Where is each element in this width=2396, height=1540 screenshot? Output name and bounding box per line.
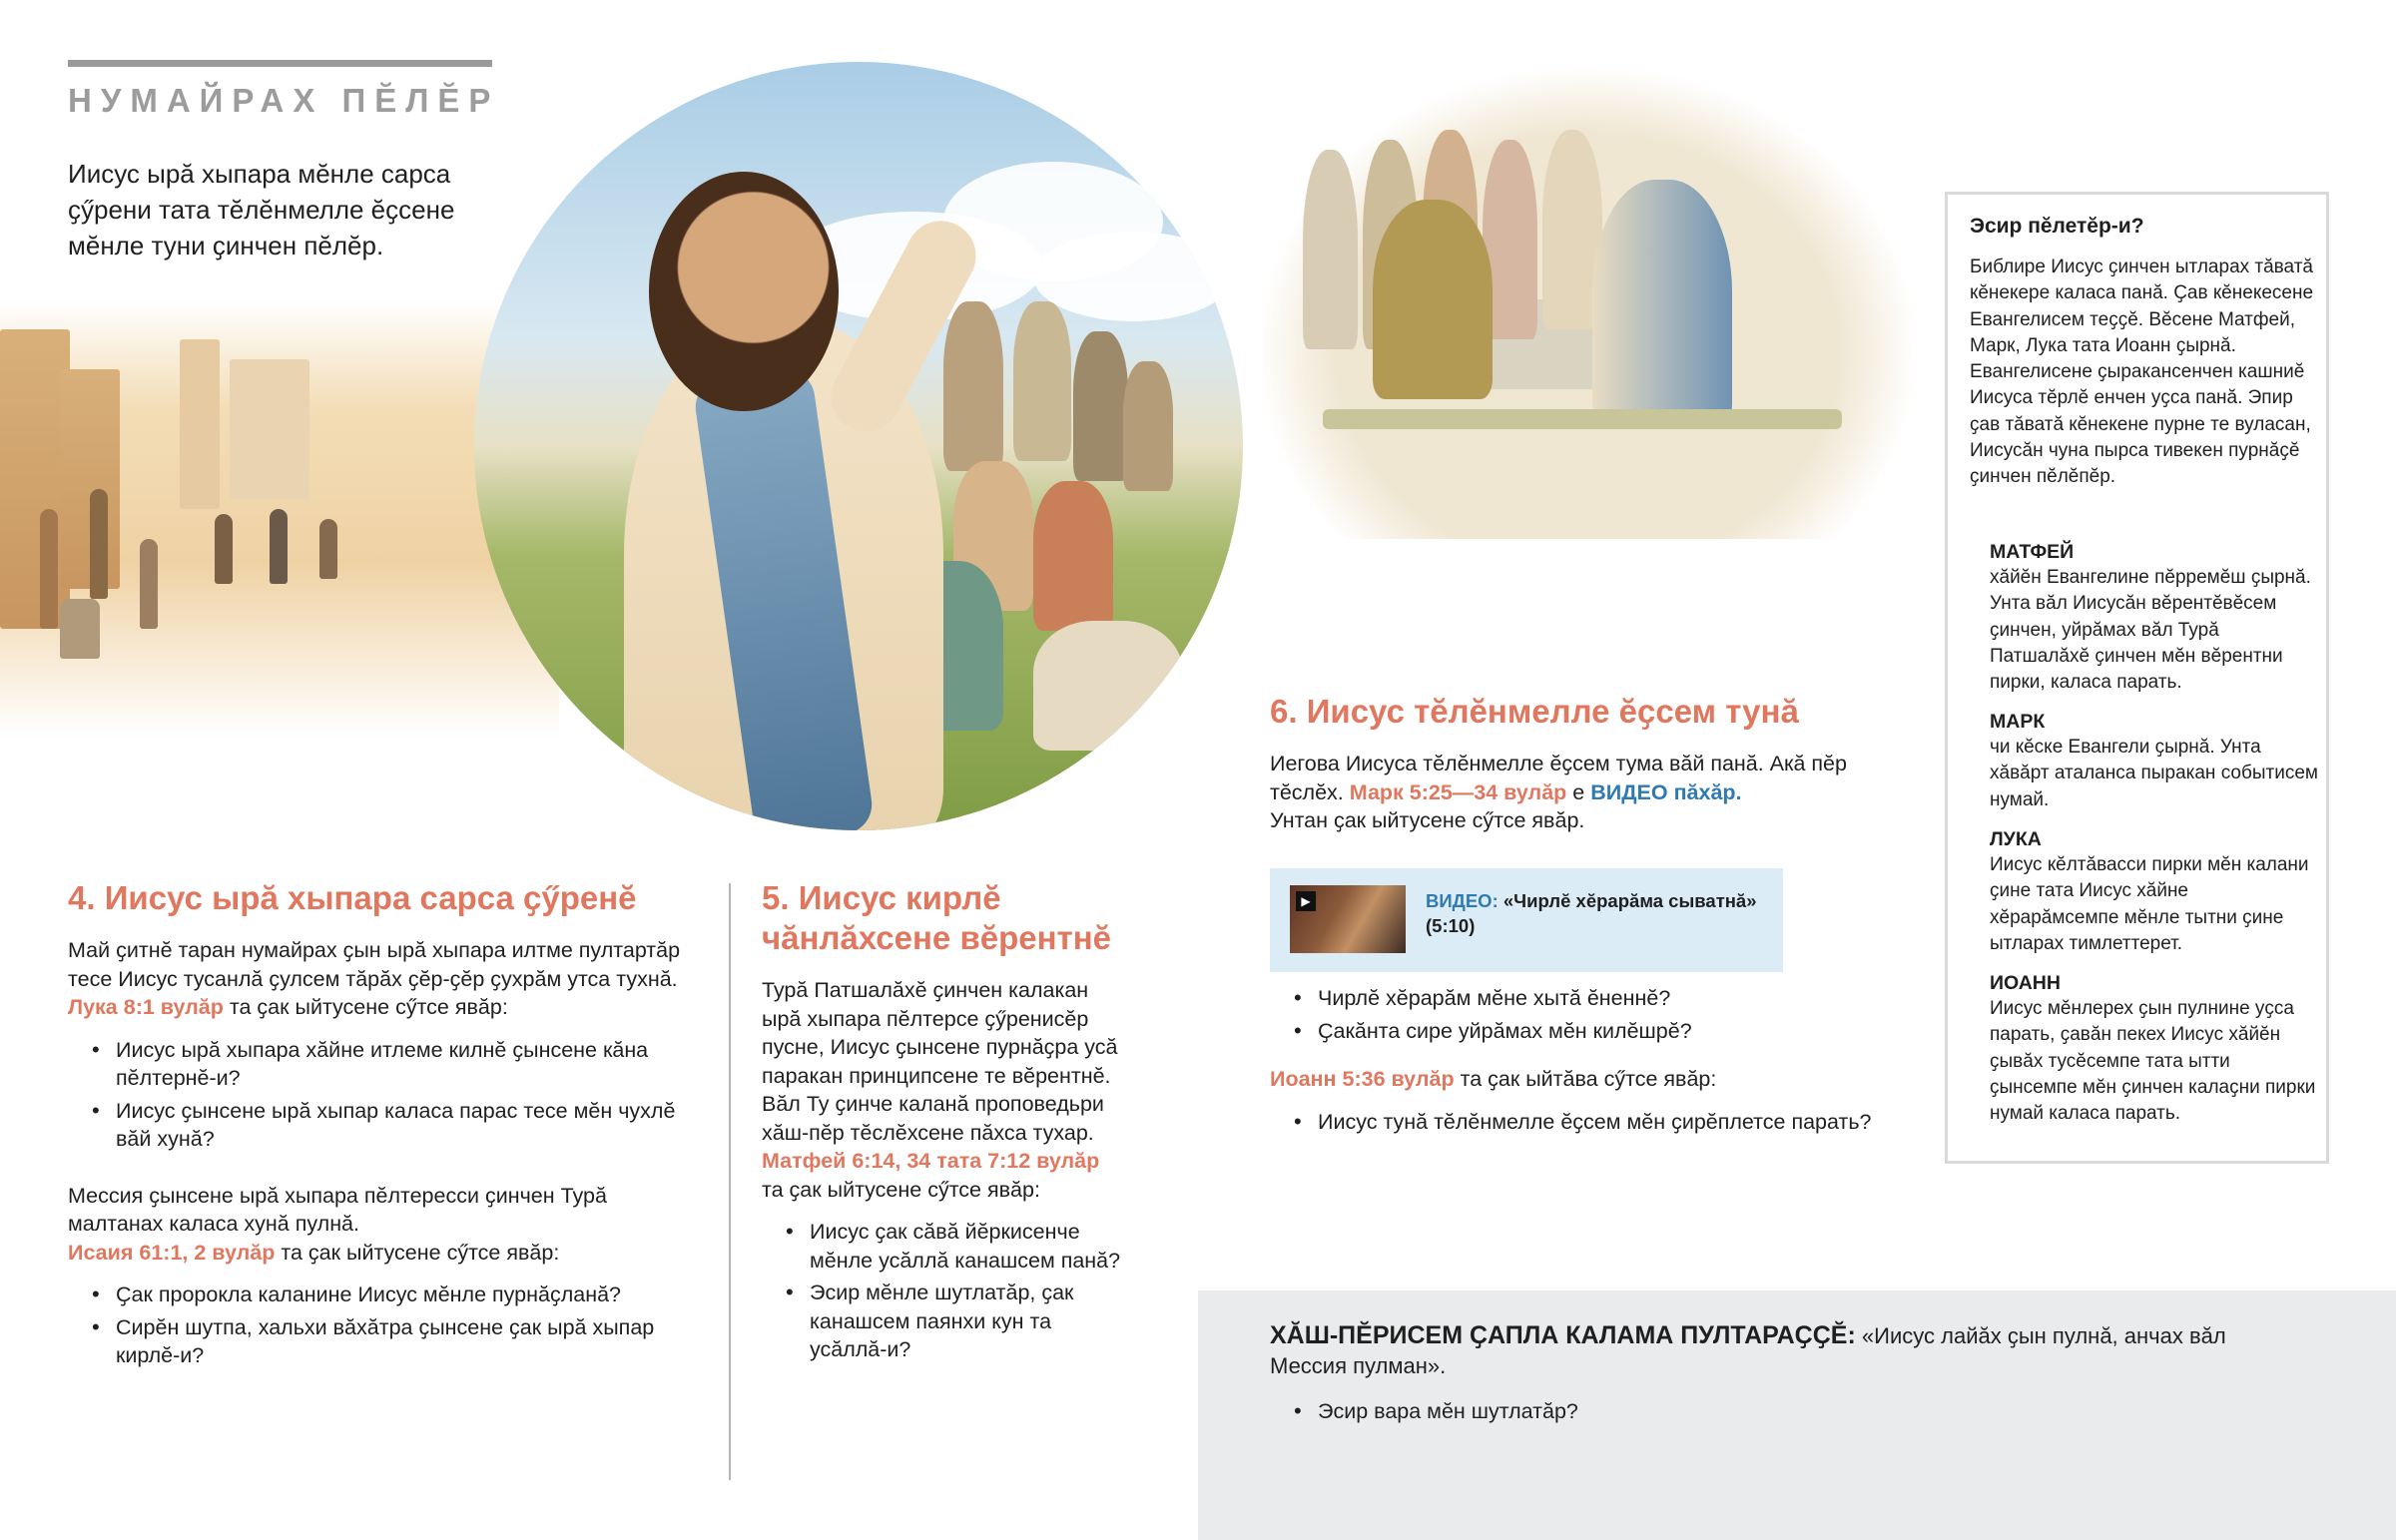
some-say-lead: ХӐШ-ПĔРИСЕМ ҪАПЛА КАЛАМА ПУЛТАРАҪҪĔ: — [1270, 1321, 1856, 1349]
page-title: НУМАЙРАХ ПĔЛĔР — [68, 82, 500, 119]
section-5-heading: 5. Иисус кирлӗ чӑнлӑхсене вӗрентнӗ — [762, 879, 1111, 956]
section-4-questions-1 — [68, 1036, 687, 1154]
question-item: • Сирӗн шутпа, хальхи вӑхӑтра ҫынсене ҫак ырӑ хыпар кирлӗ-и? — [68, 1313, 687, 1370]
section-6-continued — [1270, 984, 1919, 1140]
question-item: • Ҫак пророкла каланине Иисус мӗнле пурнӑҫланӑ? — [68, 1281, 687, 1309]
sidebar-entry-luke: ЛУКА Иисус кӗлтӑвасси пирки мӗн калани ҫине тата Иисус хӑйне хӗрарӑмсемпе мӗнле тытни ҫине ытларах тимлеттерет. — [1990, 828, 2309, 954]
section-4-heading: 4. Иисус ырӑ хыпара сарса ҫӳренӗ — [68, 879, 637, 916]
section-4 — [68, 878, 687, 1374]
section-6-questions-1 — [1270, 984, 1919, 1045]
sidebar-entry-mark: МАРК чи кӗске Евангели ҫырнӑ. Унта хӑвӑрт аталанса пыракан событисем нумай. — [1990, 711, 2318, 810]
question-item: • Иисус ҫак сӑвӑ йӗркисенче мӗнле усӑллӑ канашсем панӑ? — [762, 1218, 1126, 1275]
column-divider — [729, 883, 731, 1480]
jesus-preaching-illustration — [474, 62, 1243, 830]
sidebar-title: Эсир пӗлетӗр-и? — [1970, 215, 2144, 238]
sidebar-intro: Библире Иисус ҫинчен ытларах тӑватӑ кӗнекере каласа панӑ. Ҫав кӗнекесене Евангелисем теҫҫӗ. Вӗсене Матфей, Марк, Лука тата Иоанн ҫырнӑ. Евангелисене ҫыракансенчен кашниӗ Иисуса тӗрлӗ енчен уҫса панӑ. Эпир ҫав тӑватӑ кӗнекене пурне те вуласан, Иисусӑн чуна пырса тивекен пурнӑҫӗ ҫинчен пӗлӗпӗр. — [1970, 257, 2314, 488]
some-say-text — [1270, 1320, 2298, 1430]
play-icon[interactable]: ▶ — [1296, 891, 1316, 911]
section-6 — [1270, 692, 1909, 835]
section-4-paragraph-2: Мессия ҫынсене ырӑ хыпара пӗлтересси ҫинчен Турӑ малтанах каласа хунӑ пулнӑ. Исаия 61:1, 2 вулӑр та ҫак ыйтусене сӳтсе явӑр: — [68, 1183, 607, 1265]
some-say-box — [1198, 1290, 2396, 1540]
video-card[interactable] — [1270, 868, 1783, 972]
question-item: • Иисус ырӑ хыпара хӑйне итлеме килнӗ ҫынсене кӑна пӗлтернӗ-и? — [68, 1036, 687, 1093]
section-5-questions — [762, 1218, 1126, 1364]
question-item: • Иисус ҫынсене ырӑ хыпар каласа парас тесе мӗн чухлӗ вӑй хунӑ? — [68, 1097, 687, 1154]
scripture-link-luke[interactable]: Лука 8:1 вулӑр — [68, 995, 224, 1019]
scripture-link-matthew[interactable]: Матфей 6:14, 34 тата 7:12 вулӑр — [762, 1149, 1100, 1173]
woman-healed-illustration — [1263, 70, 1912, 539]
video-link[interactable]: ВИДЕО пӑхӑр. — [1590, 779, 1742, 804]
video-thumbnail[interactable] — [1290, 885, 1406, 953]
scripture-link-isaiah[interactable]: Исаия 61:1, 2 вулӑр — [68, 1240, 276, 1265]
question-item: • Эсир мӗнле шутлатӑр, ҫак канашсем паянхи кун та усӑллӑ-и? — [762, 1279, 1126, 1364]
section-6-heading: 6. Иисус тӗлӗнмелле ӗҫсем тунӑ — [1270, 693, 1799, 730]
section-5 — [762, 878, 1126, 1368]
sidebar-entry-john: ИОАНН Иисус мӗнлерех ҫын пулнине уҫса парать, ҫавӑн пекех Иисус хӑйӗн ҫывӑх тусӗсемпе тата ытти ҫынсемпе мӗн ҫинчен калаҫни пирки нумай каласа парать. — [1990, 972, 2316, 1125]
question-item: • Эсир вара мӗн шутлатӑр? — [1270, 1397, 2298, 1426]
scripture-link-mark[interactable]: Марк 5:25—34 вулӑр — [1349, 779, 1567, 804]
video-caption: ВИДЕО: «Чирлӗ хӗрарӑма сыватнӑ» (5:10) — [1426, 890, 1757, 936]
section-6-paragraph-2: Иоанн 5:36 вулӑр та ҫак ыйтӑва сӳтсе явӑр: — [1270, 1067, 1717, 1091]
question-item: • Иисус тунӑ тӗлӗнмелле ӗҫсем мӗн ҫирӗплетсе парать? — [1270, 1108, 1919, 1137]
page-intro: Иисус ырӑ хыпара мӗнле сарса ҫӳрени тата тӗлӗнмелле ӗҫсене мӗнле туни ҫинчен пӗлӗр. — [68, 159, 455, 260]
section-5-paragraph-1: Турӑ Патшалӑхӗ ҫинчен калакан ырӑ хыпара пӗлтерсе ҫӳренисӗр пусне, Иисус ҫынсене пурнӑҫра усӑ паракан принципсене те вӗрентнӗ. Вӑл Ту ҫинче каланӑ проповедьри хӑш-пӗр тӗслӗхсене пӑхса тухар. Матфей 6:14, 34 тата 7:12 вулӑр та ҫак ыйтусене сӳтсе явӑр: — [762, 978, 1118, 1202]
some-say-questions — [1270, 1397, 2298, 1426]
title-rule — [68, 60, 492, 67]
question-item: • Ҫакӑнта сире уйрӑмах мӗн килӗшрӗ? — [1270, 1017, 1919, 1046]
did-you-know-box — [1945, 192, 2329, 1164]
section-6-paragraph-1: Иегова Иисуса тӗлӗнмелле ӗҫсем тума вӑй панӑ. Акӑ пӗр тӗслӗх. Марк 5:25—34 вулӑр е ВИДЕО пӑхӑр. Унтан ҫак ыйтусене сӳтсе явӑр. — [1270, 752, 1847, 832]
some-say-quote: «Иисус лайӑх ҫын пулнӑ, анчах вӑл Мессия пулман». — [1270, 1323, 2226, 1378]
section-4-questions-2 — [68, 1281, 687, 1370]
section-4-paragraph-1: Май ҫитнӗ таран нумайрах ҫын ырӑ хыпара илтме пултартӑр тесе Иисус тусанлӑ ҫулсем тӑрӑх ҫӗр-ҫӗр ҫухрӑм утса тухнӑ. Лука 8:1 вулӑр та ҫак ыйтусене сӳтсе явӑр: — [68, 938, 681, 1019]
question-item: • Чирлӗ хӗрарӑм мӗне хытӑ ӗненнӗ? — [1270, 984, 1919, 1013]
sidebar-entry-matthew: МАТФЕЙ хӑйӗн Евангелине пӗрремӗш ҫырнӑ. Унта вӑл Иисусӑн вӗрентӗвӗсем ҫинчен, уйрӑмах вӑл Турӑ Патшалӑхӗ ҫинчен мӗн вӗрентни пирки, каласа парать. — [1990, 541, 2311, 694]
street-illustration — [0, 299, 559, 739]
section-6-questions-2 — [1270, 1108, 1919, 1137]
scripture-link-john[interactable]: Иоанн 5:36 вулӑр — [1270, 1067, 1455, 1091]
